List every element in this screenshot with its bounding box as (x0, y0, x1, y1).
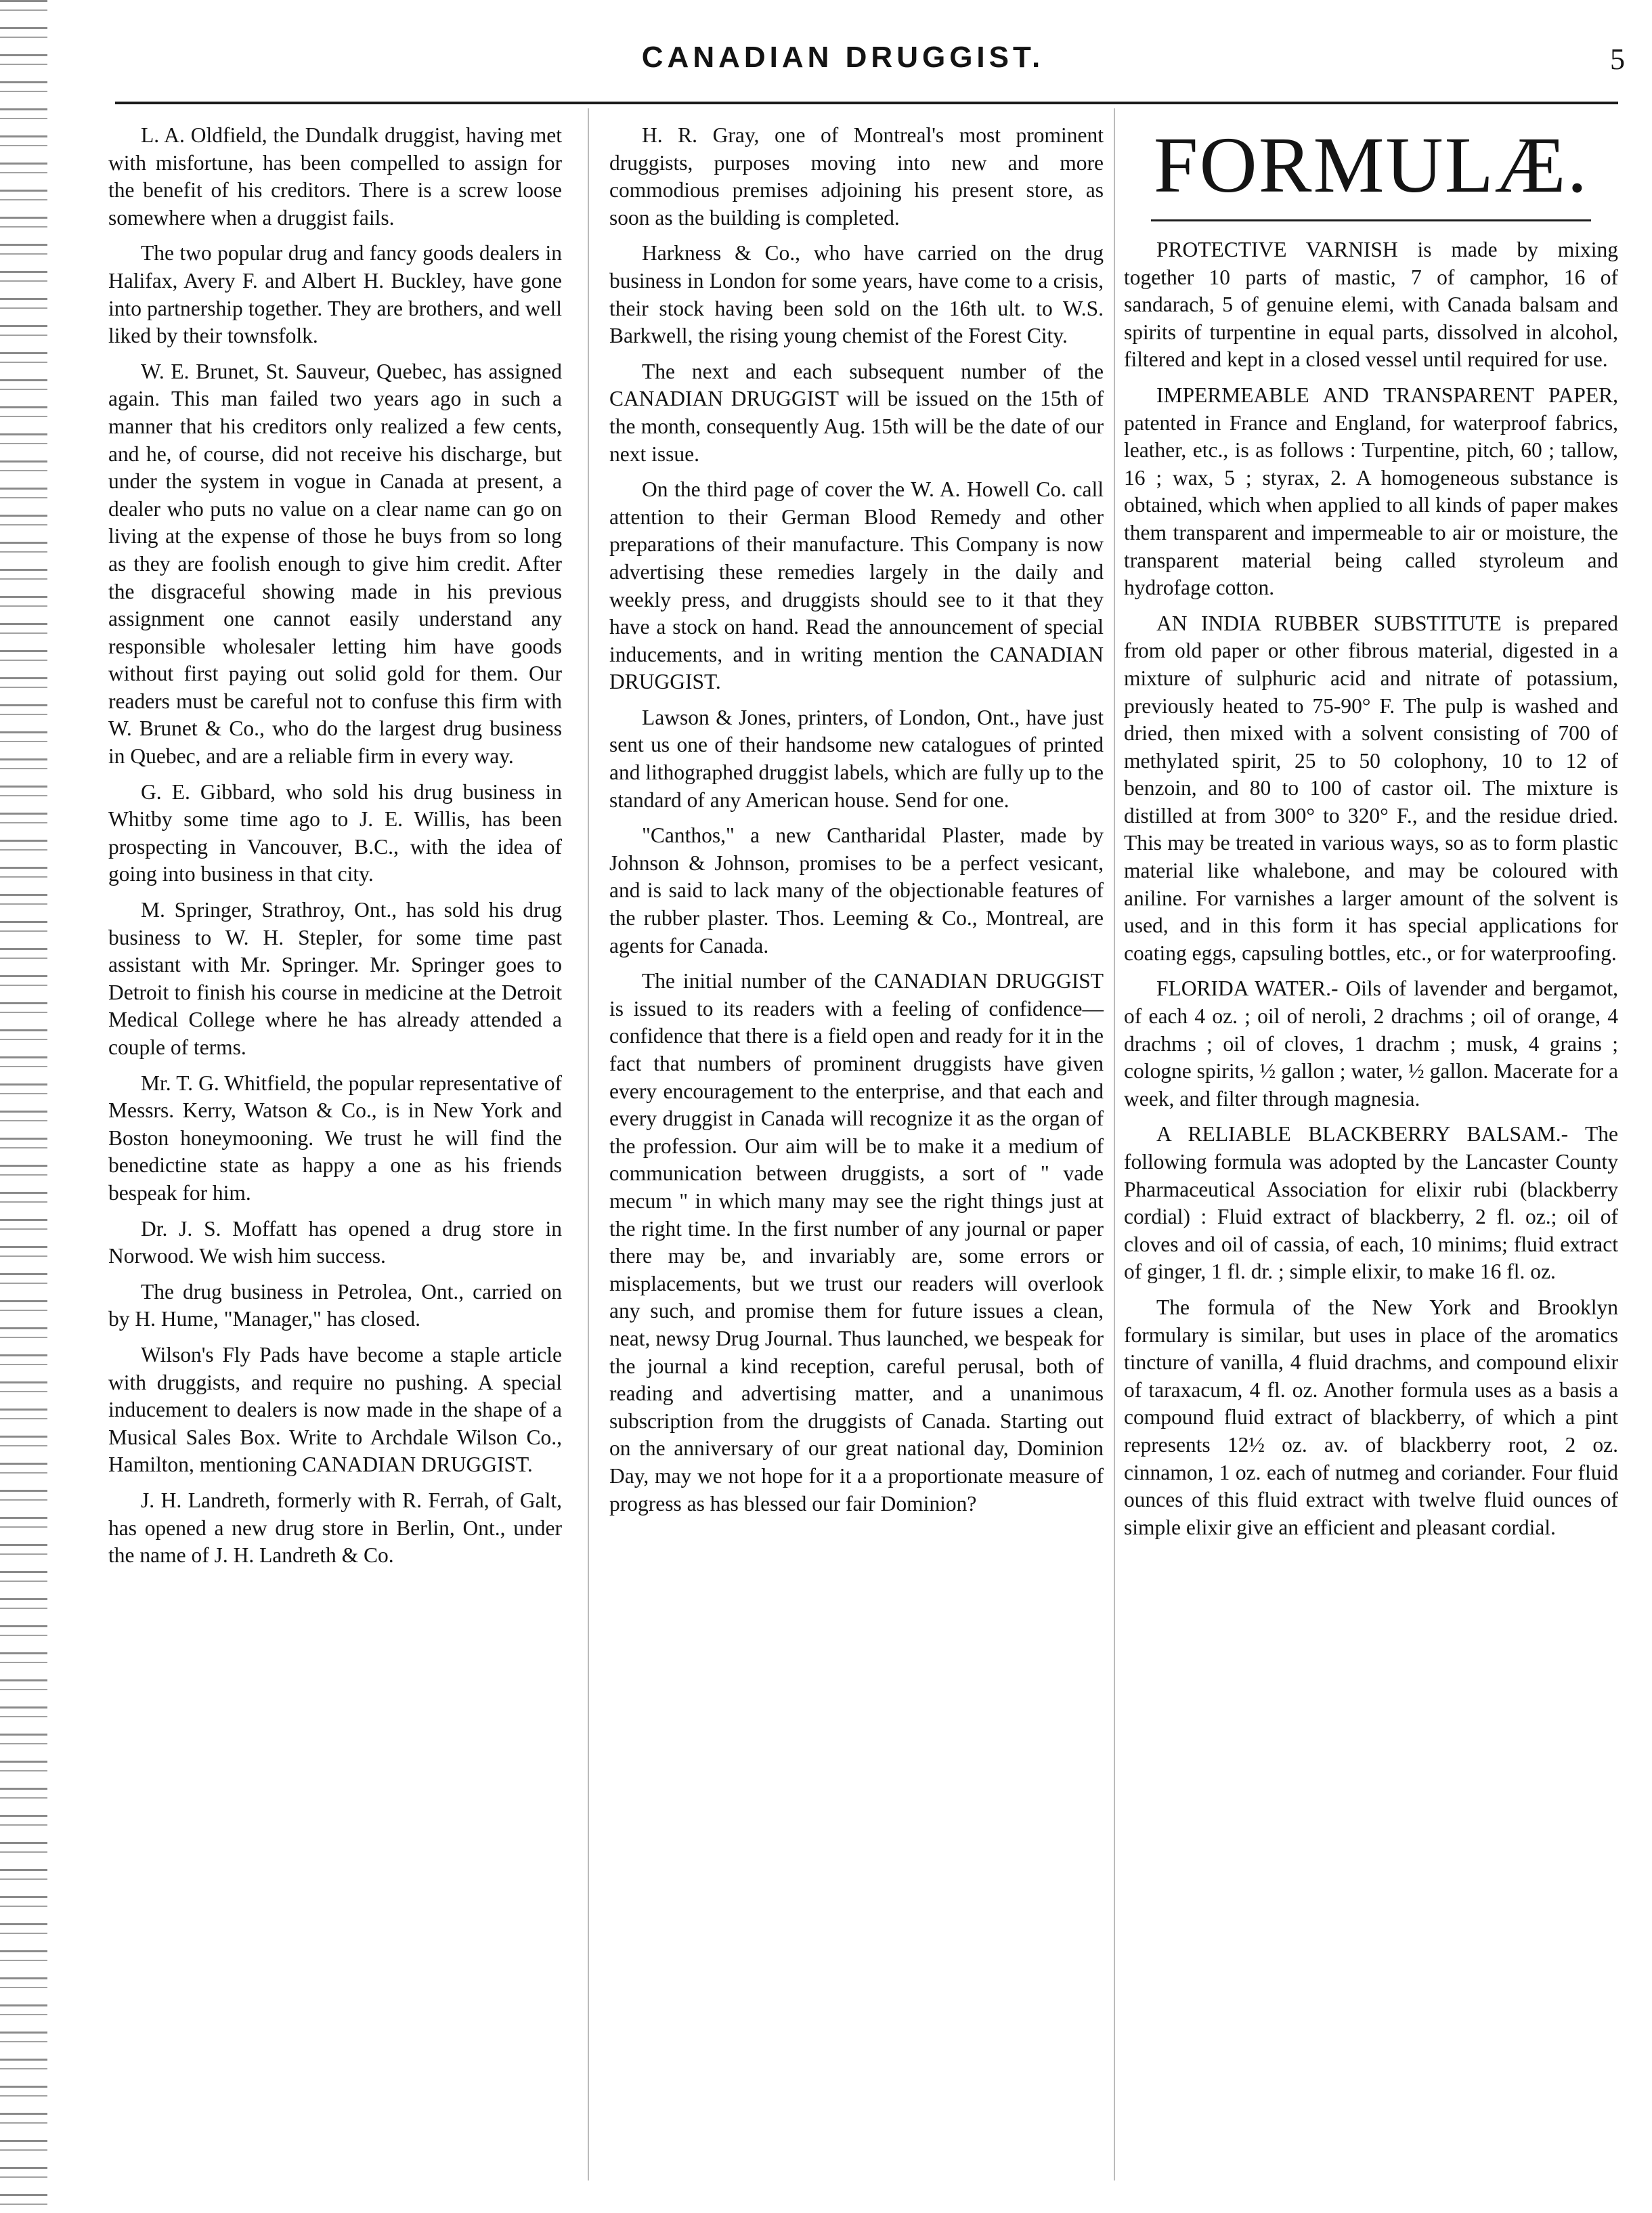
news-item: Wilson's Fly Pads have become a staple article with druggists, and require no pushing. A special inducement to dealers is now made in the shape of a Musical Sales Box. Write to Archdale Wilson Co., Hamilton, mentioning CANADIAN DRUGGIST. (108, 1342, 562, 1477)
news-item: Harkness & Co., who have carried on the drug business in London for some years, have come to a crisis, their stock having been sold on the 16th ult. to W.S. Barkwell, the rising young chemist of the Forest City. (609, 241, 1104, 348)
column-divider-2 (1114, 108, 1115, 2180)
news-item: Lawson & Jones, printers, of London, Ont., have just sent us one of their handsome new catalogues of printed and lithographed druggist labels, which are fully up to the standard of any American house. Send for one. (609, 705, 1104, 812)
column-divider-1 (588, 108, 589, 2180)
news-item: The two popular drug and fancy goods dealers in Halifax, Avery F. and Albert H. Buckley, have gone into partnership together. They are brothers, and well liked by their townsfolk. (108, 241, 562, 348)
news-item: On the third page of cover the W. A. Howell Co. call attention to their German Blood Remedy and other preparations of their manufacture. This Company is now advertising these remedies largely in the daily and weekly press, and druggists should see to it that they have a stock on hand. Read the announcement of special inducements, and in writing mention the CANADIAN DRUGGIST. (609, 477, 1104, 694)
formula-entry: The formula of the New York and Brooklyn formulary is similar, but uses in place of the aromatics tincture of vanilla, 4 fluid drachms, and compound elixir of taraxacum, 4 fl. oz. Another formula uses as a basis a compound fluid extract of blackberry, of which a pint represents 12½ oz. av. of blackberry root, 2 oz. cinnamon, 1 oz. each of nutmeg and coriander. Four fluid ounces of this fluid extract with twelve fluid ounces of simple elixir give an efficient and pleasant cordial. (1124, 1295, 1618, 1539)
formula-entry: PROTECTIVE VARNISH is made by mixing together 10 parts of mastic, 7 of camphor, 16 of sandarach, 5 of genuine elemi, with Canada balsam and spirits of turpentine in equal parts, dissolved in alcohol, filtered and kept in a closed vessel until required for use. (1124, 238, 1618, 372)
news-item: M. Springer, Strathroy, Ont., has sold his drug business to W. H. Stepler, for some time past assistant with Mr. Springer. Mr. Springer goes to Detroit to finish his course in medicine at the Detroit Medical College where he has already attended a couple of terms. (108, 898, 562, 1059)
news-item: "Canthos," a new Cantharidal Plaster, made by Johnson & Johnson, promises to be a perfect vesicant, and is said to lack many of the objectionable features of the rubber plaster. Thos. Leeming & Co., Montreal, are agents for Canada. (609, 823, 1104, 958)
formula-entry: A RELIABLE BLACKBERRY BALSAM.- The following formula was adopted by the Lancaster County Pharmaceutical Association for elixir rubi (blackberry cordial) : Fluid extract of blackberry, 2 fl. oz.; oil of cloves and oil of cassia, of each, 10 minims; fluid extract of ginger, 1 fl. dr. ; simple elixir, to make 16 fl. oz. (1124, 1122, 1618, 1284)
formula-entry: FLORIDA WATER.- Oils of lavender and bergamot, of each 4 oz. ; oil of neroli, 2 drachms ; oil of orange, 4 drachms ; oil of cloves, 1 drachm ; musk, 4 grains ; cologne spirits, ½ gallon ; water, ½ gallon. Macerate for a week, and filter through magnesia. (1124, 976, 1618, 1111)
column-formulae (1124, 122, 1618, 1549)
formulae-heading: FORMULÆ. (1153, 121, 1589, 209)
news-item: H. R. Gray, one of Montreal's most prominent druggists, purposes moving into new and more commodious premises adjoining his present store, as soon as the building is completed. (609, 123, 1104, 230)
news-item: J. H. Landreth, formerly with R. Ferrah, of Galt, has opened a new drug store in Berlin, Ont., under the name of J. H. Landreth & Co. (108, 1488, 562, 1568)
news-item: G. E. Gibbard, who sold his drug business in Whitby some time ago to J. E. Willis, has been prospecting in Vancouver, B.C., with the idea of going into business in that city. (108, 779, 562, 886)
formula-entry: AN INDIA RUBBER SUBSTITUTE is prepared from old paper or other fibrous material, digested in a mixture of sulphuric acid and nitrate of potassium, previously heated to 75-90° F. The pulp is washed and dried, then mixed with a solvent consisting of 700 of methylated spirit, 25 to 50 colophony, 10 to 12 of benzoin, and 80 to 100 of castor oil. The mixture is distilled at from 300° to 320° F., and the residue dried. This may be treated in various ways, so as to form plastic material like whalebone, and may be coloured with aniline. For varnishes a larger amount of the solvent is used, and in this form it has special applications for coating eggs, capsuling bottles, etc., or for waterproofing. (1124, 611, 1618, 965)
news-item: Mr. T. G. Whitfield, the popular representative of Messrs. Kerry, Watson & Co., is in New York and Boston honeymooning. We trust he will find the benedictine state as happy a one as his friends bespeak for him. (108, 1071, 562, 1205)
header-rule (115, 102, 1618, 104)
news-item: The drug business in Petrolea, Ont., carried on by H. Hume, "Manager," has closed. (108, 1279, 562, 1331)
column-news-2 (609, 122, 1104, 1526)
page-header (115, 41, 1625, 88)
running-title: CANADIAN DRUGGIST. (641, 41, 1045, 74)
news-item: W. E. Brunet, St. Sauveur, Quebec, has assigned again. This man failed two years ago in such a manner that his creditors only realized a few cents, and he, of course, did not receive his discharge, but under the system in vogue in Canada at present, a dealer who puts no value on a clear name can go on living at the expense of those he buys from so long as they are foolish enough to give him credit. After the disgraceful showing made in his previous assignment one cannot easily understand any responsible wholesaler letting him have goods without first paying out solid gold for them. Our readers must be careful not to confuse this firm with W. Brunet & Co., who do the largest drug business in Quebec, and are a reliable firm in every way. (108, 359, 562, 769)
page-number: 5 (1610, 43, 1625, 76)
news-item: Dr. J. S. Moffatt has opened a drug store in Norwood. We wish him success. (108, 1216, 562, 1268)
column-news-1 (108, 122, 562, 1578)
news-item: L. A. Oldfield, the Dundalk druggist, having met with misfortune, has been compelled to assign for the benefit of his creditors. There is a screw loose somewhere when a druggist fails. (108, 123, 562, 230)
editorial-paragraph: The initial number of the CANADIAN DRUGGIST is issued to its readers with a feeling of confidence—confidence that there is a field open and ready for it in the fact that numbers of prominent druggists have given every encouragement to the enterprise, and that each and every druggist in Canada will recognize it as the organ of the profession. Our aim will be to make it a medium of communication between druggists, a sort of " vade mecum " in which many may see the right things just at the right time. In the first number of any journal or paper there may be, and invariably are, some errors or misplacements, but we trust our readers will overlook any such, and promise them for future issues a clean, neat, newsy Drug Journal. Thus launched, we bespeak for the journal a kind reception, careful perusal, both of reading and advertising matter, and a unanimous subscription from the druggists of Canada. Starting out on the anniversary of our great national day, Dominion Day, may we not hope for it a a proportionate measure of progress as has blessed our fair Dominion? (609, 969, 1104, 1516)
formula-entry: IMPERMEABLE AND TRANSPARENT PAPER, patented in France and England, for waterproof fabrics, leather, etc., is as follows : Turpentine, pitch, 60 ; tallow, 16 ; wax, 5 ; styrax, 2. A homogeneous substance is obtained, which when applied to all kinds of paper makes them transparent and impermeable to air or moisture, the transparent material being called styroleum and hydrofage cotton. (1124, 383, 1618, 600)
news-item: The next and each subsequent number of the CANADIAN DRUGGIST will be issued on the 15th of the month, consequently Aug. 15th will be the date of our next issue. (609, 359, 1104, 466)
formulae-heading-rule (1151, 219, 1591, 221)
binding-edge-shadow (0, 0, 47, 2213)
